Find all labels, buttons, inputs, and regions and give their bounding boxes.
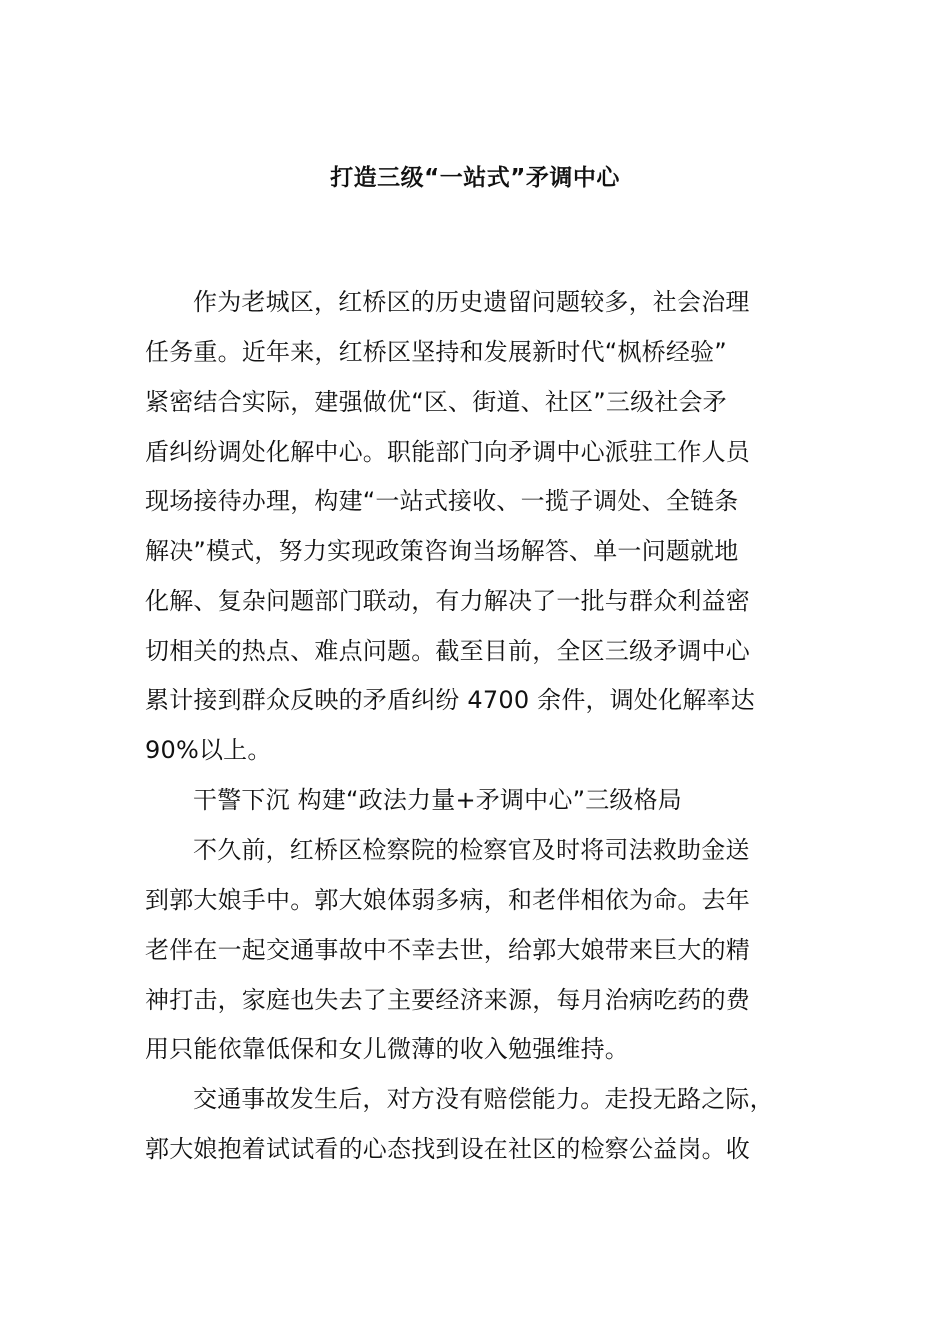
paragraph-line: 任务重。近年来，红桥区坚持和发展新时代“枫桥经验”	[145, 338, 727, 366]
paragraph-line: 紧密结合实际，建强做优“区、街道、社区”三级社会矛	[145, 388, 727, 416]
paragraph-line: 作为老城区，红桥区的历史遗留问题较多，社会治理	[193, 288, 750, 316]
document-title: 打造三级“一站式”矛调中心	[330, 165, 620, 191]
paragraph-line: 解决”模式，努力实现政策咨询当场解答、单一问题就地	[145, 537, 739, 565]
paragraph-line: 化解、复杂问题部门联动，有力解决了一批与群众利益密	[145, 587, 750, 615]
paragraph-line: 累计接到群众反映的矛盾纠纷 4700 余件，调处化解率达	[145, 686, 755, 714]
paragraph-line: 现场接待办理，构建“一站式接收、一揽子调处、全链条	[145, 487, 739, 515]
paragraph-line: 交通事故发生后，对方没有赔偿能力。走投无路之际，	[193, 1085, 774, 1113]
paragraph-line: 切相关的热点、难点问题。截至目前，全区三级矛调中心	[145, 637, 750, 665]
paragraph-line: 用只能依靠低保和女儿微薄的收入勉强维持。	[145, 1035, 629, 1063]
paragraph-line: 90%以上。	[145, 736, 272, 764]
paragraph-line: 郭大娘抱着试试看的心态找到设在社区的检察公益岗。收	[145, 1135, 750, 1163]
paragraph-line: 到郭大娘手中。郭大娘体弱多病，和老伴相依为命。去年	[145, 886, 750, 914]
paragraph-line: 不久前，红桥区检察院的检察官及时将司法救助金送	[193, 836, 750, 864]
paragraph-line: 神打击，家庭也失去了主要经济来源，每月治病吃药的费	[145, 986, 750, 1014]
paragraph-line: 老伴在一起交通事故中不幸去世，给郭大娘带来巨大的精	[145, 936, 750, 964]
section-heading: 干警下沉 构建“政法力量+矛调中心”三级格局	[193, 786, 683, 814]
paragraph-line: 盾纠纷调处化解中心。职能部门向矛调中心派驻工作人员	[145, 438, 750, 466]
